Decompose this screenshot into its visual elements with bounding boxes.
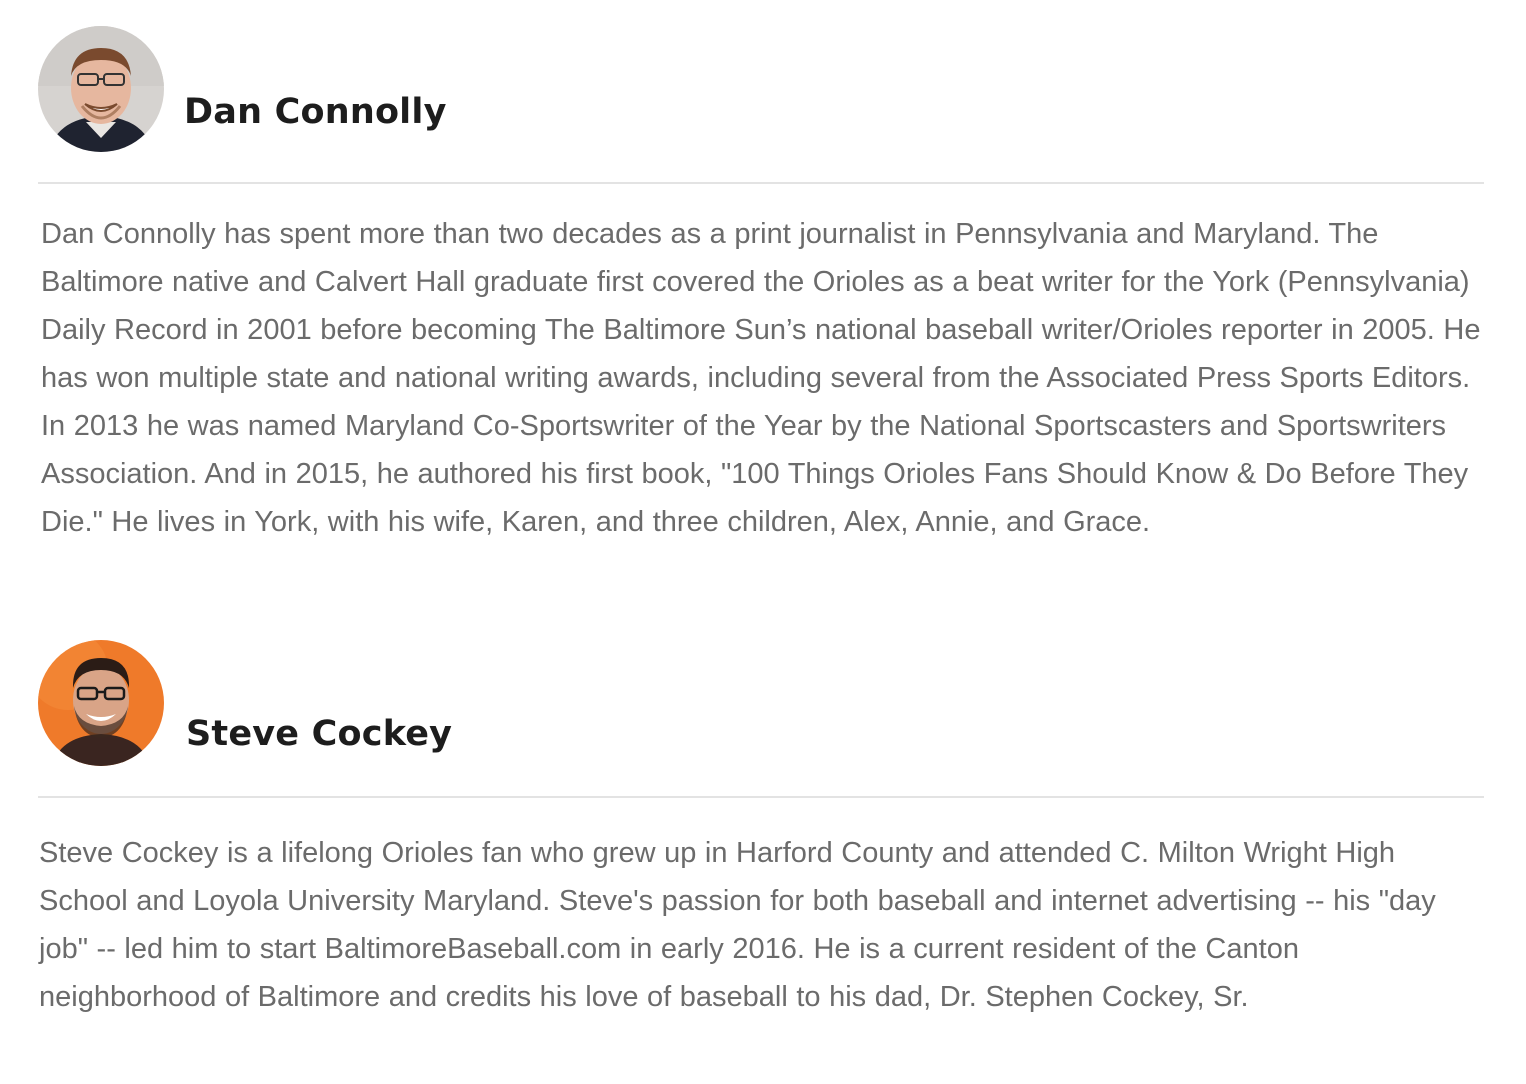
author-avatar xyxy=(38,640,164,766)
divider xyxy=(38,182,1484,184)
author-header xyxy=(38,640,1484,796)
author-name: Steve Cockey xyxy=(186,714,453,754)
author-avatar xyxy=(38,26,164,152)
author-photo-icon xyxy=(38,640,164,766)
divider xyxy=(38,796,1484,798)
author-name: Dan Connolly xyxy=(184,92,447,132)
author-card-steve-cockey xyxy=(38,640,1484,1021)
author-photo-icon xyxy=(38,26,164,152)
author-card-dan-connolly xyxy=(38,26,1484,546)
author-bio: Steve Cockey is a lifelong Orioles fan who grew up in Harford County and attended C. Milton Wright High School and Loyola University Maryland. Steve's passion for both baseball and internet advertising -- his "day job" -- led him to start BaltimoreBaseball.com in early 2016. He is a current resident of the Canton neighborhood of Baltimore and credits his love of baseball to his dad, Dr. Stephen Cockey, Sr. xyxy=(39,837,1436,1013)
author-header xyxy=(38,26,1484,182)
author-bio: Dan Connolly has spent more than two decades as a print journalist in Pennsylvania and Maryland. The Baltimore native and Calvert Hall graduate first covered the Orioles as a beat writer for the York (Pennsylvania) Daily Record in 2001 before becoming The Baltimore Sun’s national baseball writer/Orioles reporter in 2005. He has won multiple state and national writing awards, including several from the Associated Press Sports Editors. In 2013 he was named Maryland Co-Sportswriter of the Year by the National Sportscasters and Sportswriters Association. And in 2015, he authored his first book, "100 Things Orioles Fans Should Know & Do Before They Die." He lives in York, with his wife, Karen, and three children, Alex, Annie, and Grace. xyxy=(41,218,1481,538)
